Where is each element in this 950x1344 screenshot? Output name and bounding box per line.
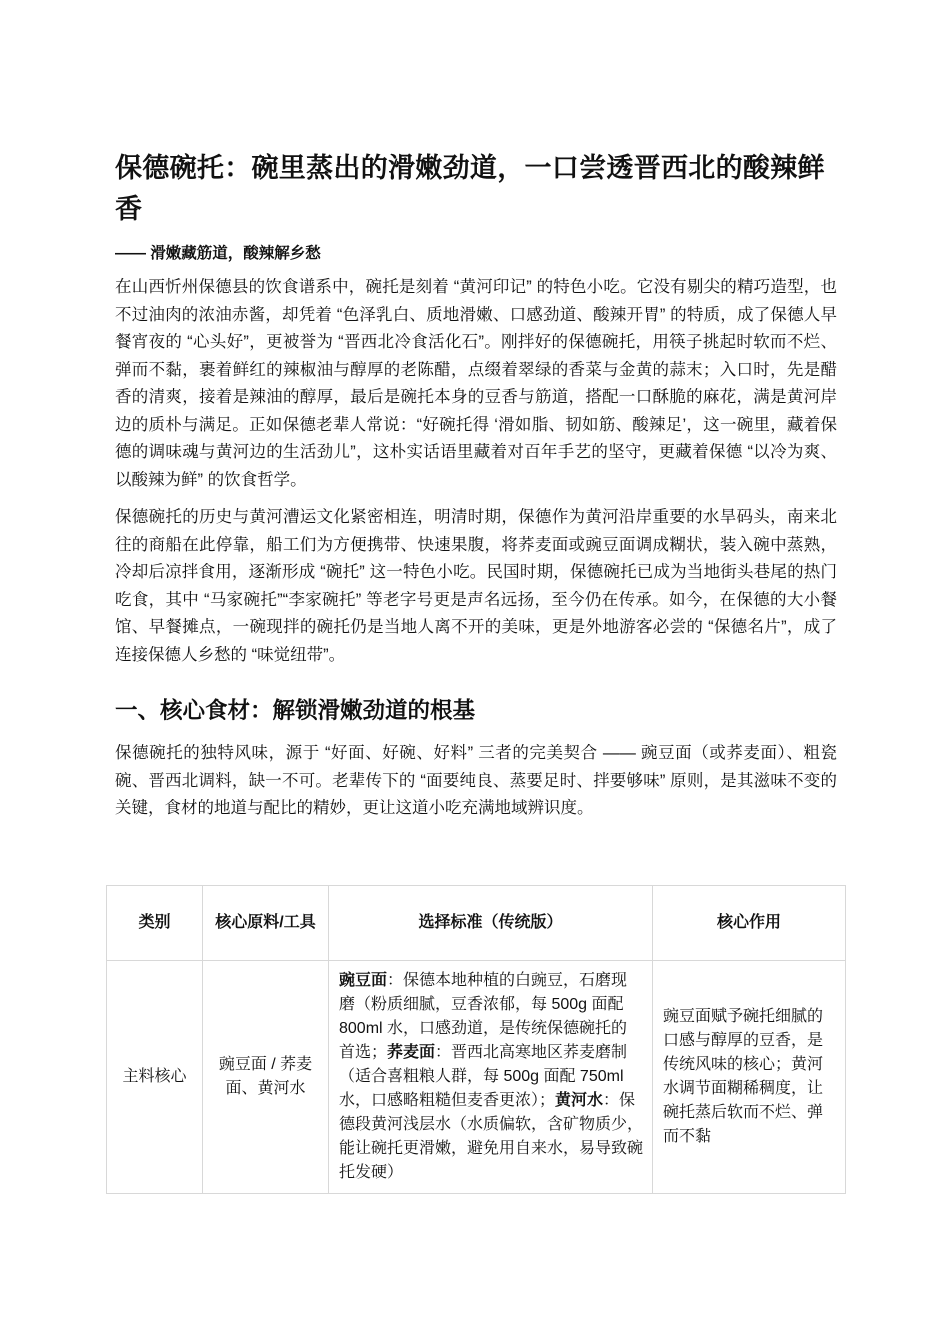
article bbox=[115, 148, 837, 823]
term-pea-flour: 豌豆面 bbox=[339, 972, 388, 989]
header-criteria: 选择标准（传统版） bbox=[329, 886, 653, 961]
cell-role: 豌豆面赋予碗托细腻的口感与醇厚的豆香，是传统风味的核心；黄河水调节面糊稀稠度，让碗托蒸后软而不烂、弹而不黏 bbox=[653, 961, 846, 1194]
term-buckwheat-flour: 荞麦面 bbox=[387, 1044, 436, 1061]
cell-materials: 豌豆面 / 荞麦面、黄河水 bbox=[203, 961, 329, 1194]
article-subtitle: —— 滑嫩藏筋道，酸辣解乡愁 bbox=[115, 245, 321, 262]
section-heading: 一、核心食材：解锁滑嫩劲道的根基 bbox=[115, 698, 476, 723]
yellow-river-water-text: ：保德段黄河浅层水（水质偏软，含矿物质少，能让碗托更滑嫩，避免用自来水，易导致碗托发硬） bbox=[339, 1092, 644, 1181]
table-header-row bbox=[107, 886, 846, 961]
intro-paragraph: 在山西忻州保德县的饮食谱系中，碗托是刻着 “黄河印记” 的特色小吃。它没有剔尖的精巧造型，也不过油肉的浓油赤酱，却凭着 “色泽乳白、质地滑嫩、口感劲道、酸辣开胃” 的特质，成了保德人早餐宵夜的 “心头好”，更被誉为 “晋西北冷食活化石”。刚拌好的保德碗托，用筷子挑起时软而不烂、弹而不黏，裹着鲜红的辣椒油与醇厚的老陈醋，点缀着翠绿的香菜与金黄的蒜末；入口时，先是醋香的清爽，接着是辣油的醇厚，最后是碗托本身的豆香与筋道，搭配一口酥脆的麻花，满是黄河岸边的质朴与满足。正如保德老辈人常说：“好碗托得 ‘滑如脂、韧如筋、酸辣足’，这一碗里，藏着保德的调味魂与黄河边的生活劲儿”，这朴实话语里藏着对百年手艺的坚守，更藏着保德 “以冷为爽、以酸辣为鲜” 的饮食哲学。 bbox=[115, 278, 837, 489]
ingredients-table bbox=[106, 885, 846, 1194]
buckwheat-flour-text: ：晋西北高寒地区荞麦磨制（适合喜粗粮人群，每 500g 面配 750ml 水，口感略粗糙但麦香更浓）； bbox=[339, 1044, 628, 1109]
term-yellow-river-water: 黄河水 bbox=[555, 1092, 604, 1109]
article-title: 保德碗托：碗里蒸出的滑嫩劲道，一口尝透晋西北的酸辣鲜香 bbox=[115, 153, 825, 224]
header-category: 类别 bbox=[107, 886, 203, 961]
section-intro-paragraph: 保德碗托的独特风味，源于 “好面、好碗、好料” 三者的完美契合 —— 豌豆面（或荞麦面）、粗瓷碗、晋西北调料，缺一不可。老辈传下的 “面要纯良、蒸要足时、拌要够味” 原则，是其滋味不变的关键，食材的地道与配比的精妙，更让这道小吃充满地域辨识度。 bbox=[115, 744, 837, 817]
cell-category: 主料核心 bbox=[107, 961, 203, 1194]
cell-criteria bbox=[329, 961, 653, 1194]
history-paragraph: 保德碗托的历史与黄河漕运文化紧密相连，明清时期，保德作为黄河沿岸重要的水旱码头，南来北往的商船在此停靠，船工们为方便携带、快速果腹，将荞麦面或豌豆面调成糊状，装入碗中蒸熟，冷却后凉拌食用，逐渐形成 “碗托” 这一特色小吃。民国时期，保德碗托已成为当地街头巷尾的热门吃食，其中 “马家碗托”“李家碗托” 等老字号更是声名远扬，至今仍在传承。如今，在保德的大小餐馆、早餐摊点，一碗现拌的碗托仍是当地人离不开的美味，更是外地游客必尝的 “保德名片”，成了连接保德人乡愁的 “味觉纽带”。 bbox=[115, 508, 837, 664]
ingredients-table-wrapper bbox=[106, 885, 845, 1194]
pea-flour-text: ：保德本地种植的白豌豆，石磨现磨（粉质细腻，豆香浓郁，每 500g 面配 800ml 水，口感劲道，是传统保德碗托的首选； bbox=[339, 972, 628, 1061]
header-materials: 核心原料/工具 bbox=[203, 886, 329, 961]
header-role: 核心作用 bbox=[653, 886, 846, 961]
table-row bbox=[107, 961, 846, 1194]
